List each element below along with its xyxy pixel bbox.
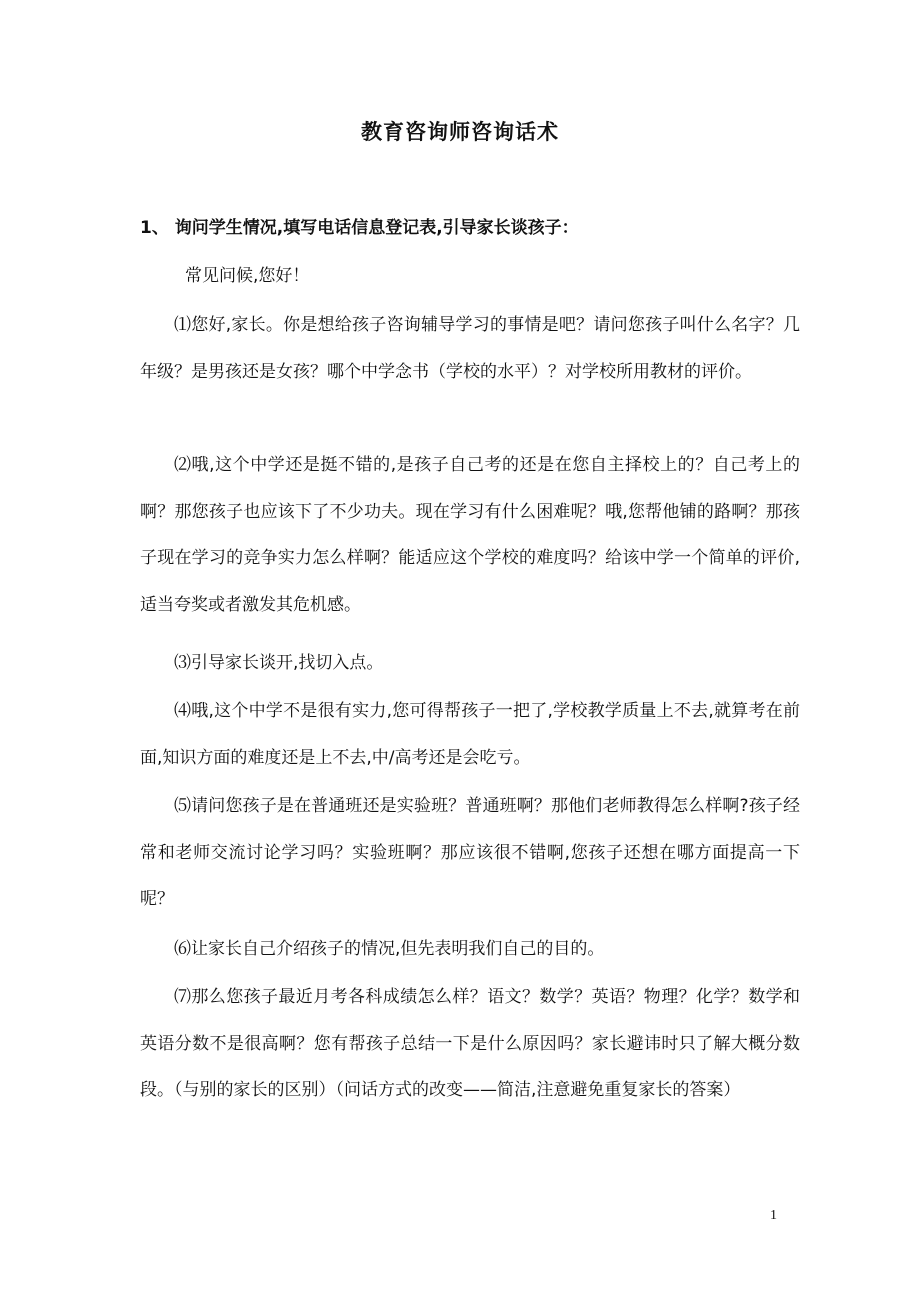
document-title: 教育咨询师咨询话术 <box>361 120 559 144</box>
section-heading: 1、 询问学生情况,填写电话信息登记表,引导家长谈孩子： <box>140 218 579 238</box>
paragraph-3: ⑶引导家长谈开,找切入点。 <box>174 653 384 673</box>
paragraph-2: ⑵哦,这个中学还是挺不错的,是孩子自己考的还是在您自主择校上的？自己考上的啊？那您孩子也应该下了不少功夫。现在学习有什么困难呢？哦,您帮他铺的路啊？那孩子现在学习的竞争实力怎么样啊？能适应这个学校的难度吗？给该中学一个简单的评价,适当夸奖或者激发其危机感。 <box>140 455 800 615</box>
paragraph-4: ⑷哦,这个中学不是很有实力,您可得帮孩子一把了,学校教学质量上不去,就算考在前面,知识方面的难度还是上不去,中/高考还是会吃亏。 <box>140 701 800 768</box>
paragraph-6: ⑹让家长自己介绍孩子的情况,但先表明我们自己的目的。 <box>174 939 605 959</box>
paragraph-5: ⑸请问您孩子是在普通班还是实验班？普通班啊？那他们老师教得怎么样啊?孩子经常和老师交流讨论学习吗？实验班啊？那应该很不错啊,您孩子还想在哪方面提高一下呢？ <box>140 796 800 909</box>
paragraph-7: ⑺那么您孩子最近月考各科成绩怎么样？语文？数学？英语？物理？化学？数学和英语分数不是很高啊？您有帮孩子总结一下是什么原因吗？家长避讳时只了解大概分数段。（与别的家长的区别）（问话方式的改变——简洁,注意避免重复家长的答案） <box>140 987 800 1100</box>
page-number: 1 <box>770 1208 777 1223</box>
paragraph-1: ⑴您好,家长。你是想给孩子咨询辅导学习的事情是吧？请问您孩子叫什么名字？几年级？是男孩还是女孩？哪个中学念书（学校的水平）？对学校所用教材的评价。 <box>140 315 800 382</box>
greeting-line: 常见问候,您好！ <box>185 266 310 286</box>
